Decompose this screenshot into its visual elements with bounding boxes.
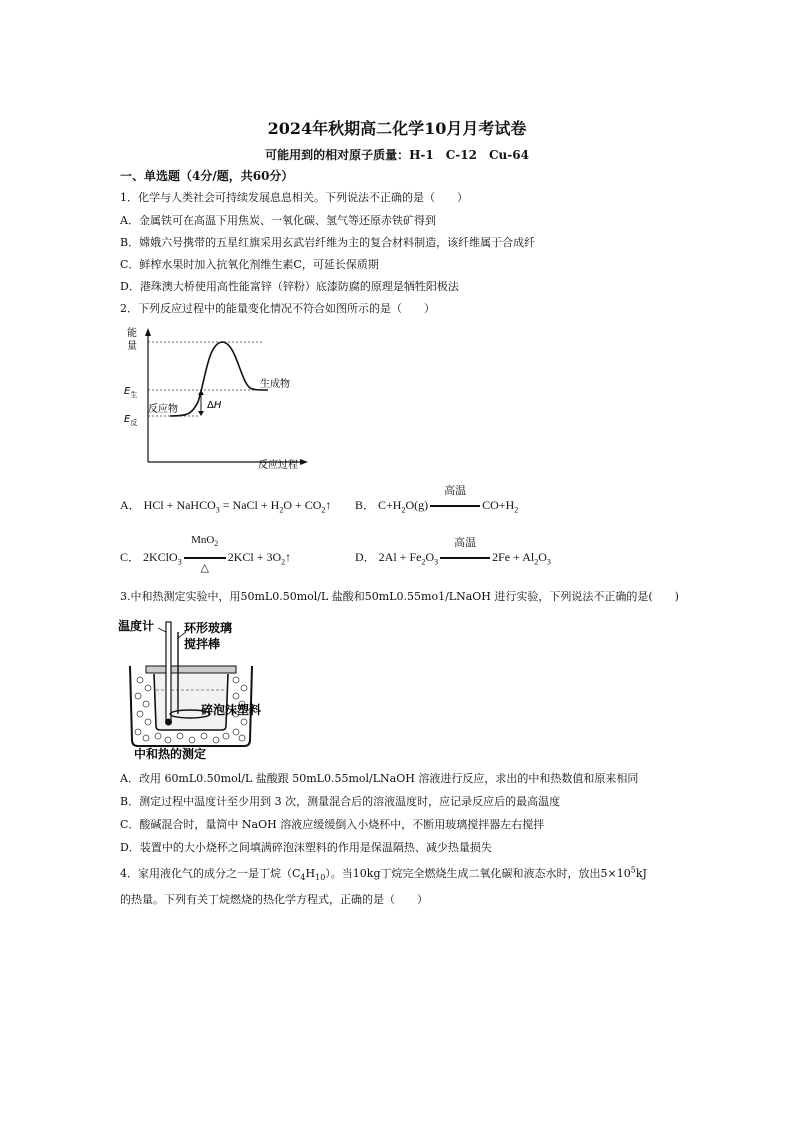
- stirrer-label-2: 搅拌棒: [184, 637, 221, 651]
- q2-stem: 2．下列反应过程中的能量变化情况不符合如图所示的是（ ）: [120, 302, 435, 315]
- q3-option-a: A．改用 60mL0.50mol/L 盐酸跟 50mL0.55mol/LNaOH 溶液进行反应，求出的中和热数值和原来相同: [120, 772, 639, 785]
- q1-option-d: D．港珠澳大桥使用高性能富锌（锌粉）底漆防腐的原理是牺牲阳极法: [120, 280, 459, 293]
- q1-stem: 1．化学与人类社会可持续发展息息相关。下列说法不正确的是（ ）: [120, 191, 468, 204]
- e-fan-label: $E_反$: [124, 414, 138, 427]
- y-axis-label-top: 能: [127, 328, 137, 339]
- y-axis-arrow: [145, 328, 151, 336]
- q1-option-b: B．嫦娥六号携带的五星红旗采用玄武岩纤维为主的复合材料制造，该纤维属于合成纤: [120, 236, 536, 249]
- q3-option-c: C．酸碱混合时，量筒中 NaOH 溶液应缓缓倒入小烧杯中，不断用玻璃搅拌器左右搅拌: [120, 818, 545, 831]
- q3-stem: 3.中和热测定实验中，用50mL0.50mol/L 盐酸和50mL0.55mo1/LNaOH 进行实验，下列说法不正确的是( ): [120, 590, 679, 603]
- q3-option-b: B．测定过程中温度计至少用到 3 次，测量混合后的溶液温度时，应记录反应后的最高温度: [120, 795, 561, 808]
- q1-option-a: A．金属铁可在高温下用焦炭、一氧化碳、氢气等还原赤铁矿得到: [120, 214, 436, 227]
- figure-caption: 中和热的测定: [134, 747, 207, 760]
- thermometer: [166, 622, 171, 722]
- q2-option-b: B． $C+H_2O(g)$ 高温 $CO+H_2$: [355, 485, 519, 515]
- x-axis-arrow: [300, 459, 308, 465]
- section-heading: 一、单选题（4分/题，共60分）: [120, 169, 294, 183]
- stirrer-label-1: 环形玻璃: [184, 621, 233, 635]
- q1-option-c: C．鲜榨水果时加入抗氧化剂维生素C，可延长保质期: [120, 258, 379, 271]
- reactant-label: 反应物: [148, 404, 178, 415]
- q4-stem-line2: 的热量。下列有关丁烷燃烧的热化学方程式，正确的是（ ）: [120, 893, 428, 906]
- q2-option-c: C． 2KClO$_3$ MnO$_2$ △ $2KCl + 3O_2↑$: [120, 534, 292, 574]
- q2-option-d: D． $2Al + Fe_2O_3$ 高温 $2Fe + Al_2O_3$: [355, 537, 551, 567]
- q2-option-a: A． HCl + NaHCO$_3$ = NaCl + $H_2O$ + $CO_2↑$: [120, 498, 332, 515]
- foam-label: 碎泡沫塑料: [201, 703, 262, 717]
- y-axis-label-bottom: 量: [127, 341, 137, 352]
- energy-diagram: [118, 322, 318, 472]
- delta-h-label: ΔH: [207, 400, 222, 411]
- x-axis-label: 反应过程: [258, 460, 298, 471]
- product-label: 生成物: [260, 379, 290, 390]
- q4-stem-line1: 4．家用液化气的成分之一是丁烷$(C_4H_{10})$。当10kg丁烷完全燃烧生成二氧化碳和液态水时，放出$5\times 10^5kJ$: [120, 865, 647, 883]
- atomic-masses: 可能用到的相对原子质量：H-1 C-12 Cu-64: [265, 148, 529, 162]
- e-sheng-label: $E_生$: [124, 386, 138, 399]
- lid: [146, 666, 236, 673]
- calorimeter-figure: [118, 618, 278, 760]
- thermometer-label: 温度计: [118, 619, 155, 633]
- page-title: 2024年秋期高二化学10月月考试卷: [267, 119, 527, 138]
- q3-option-d: D．装置中的大小烧杯之间填满碎泡沫塑料的作用是保温隔热、减少热量损失: [120, 841, 492, 854]
